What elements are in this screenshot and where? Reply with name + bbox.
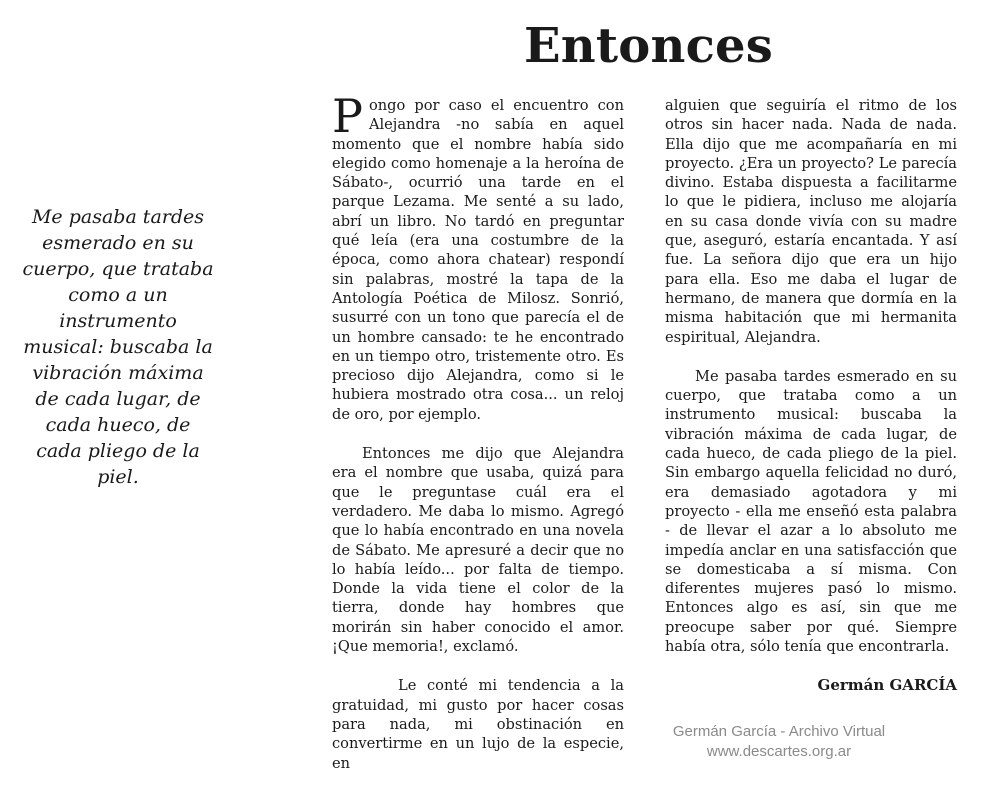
archive-name: Germán García - Archivo Virtual xyxy=(672,723,886,740)
paragraph: Me pasaba tardes esmerado en su cuerpo, que trataba como a un instrumento musical: buscaba la vibración máxima de cada lugar, de cada hueco, de cada pliego de la piel. Sin embargo aquella felicidad no duró, era demasiado agotadora y mi proyecto - ella me enseñó esta palabra - de llevar el azar a lo absoluto me impedía anclar en una satisfacción que se domesticaba a sí misma. Con diferentes mujeres pasó lo mismo. Entonces algo es así, sin que me preocupe saber por qué. Siempre había otra, sólo tenía que encontrarla. xyxy=(665,367,957,656)
author-signature: Germán GARCÍA xyxy=(817,676,957,695)
drop-cap: P xyxy=(332,89,363,143)
paragraph: Entonces me dijo que Alejandra era el nombre que usaba, quizá para que le preguntase cuál era el verdadero. Me daba lo mismo. Agregó que lo había encontrado en una novela de Sábato. Me apresuré a decir que no lo había leído... por falta de tiempo. Donde la vida tiene el color de la tierra, donde hay hombres que morirán sin haber conocido el amor. ¡Que memoria!, exclamó. xyxy=(332,445,624,656)
text-column-1 xyxy=(332,89,624,773)
text-column-2 xyxy=(665,96,957,696)
article-title: Entonces xyxy=(524,18,773,74)
paragraph xyxy=(332,89,624,424)
archive-url[interactable]: www.descartes.org.ar xyxy=(706,743,852,760)
pull-quote: Me pasaba tardes esmerado en su cuerpo, que trataba como a un instrumento musical: buscaba la vibración máxima de cada lugar, de cada hueco, de cada pliego de la piel. xyxy=(22,206,214,488)
paragraph-text: ongo por caso el encuentro con Alejandra -no sabía en aquel momento que el nombre había sido elegido como homenaje a la heroína de Sábato-, ocurrió una tarde en el parque Lezama. Me senté a su lado, abrí un libro. No tardó en preguntar qué leía (era una costumbre de la época, como ahora chatear) respondí sin palabras, mostré la tapa de la Antología Poética de Milosz. Sonrió, susurré con un tono que parecía el de un hombre cansado: te he encontrado en un tiempo otro, tristemente otro. Es precioso dijo Alejandra, como si le hubiera mostrado otra cosa... un reloj de oro, por ejemplo. xyxy=(332,97,624,423)
archive-footer xyxy=(640,722,918,762)
paragraph: alguien que seguiría el ritmo de los otros sin hacer nada. Nada de nada. Ella dijo que me acompañaría en mi proyecto. ¿Era un proyecto? Le parecía divino. Estaba dispuesta a facilitarme lo que le pidiera, incluso me alojaría en su casa donde vivía con su madre que, aseguró, estaría encantada. Y así fue. La señora dijo que era un hijo para ella. Eso me daba el lugar de hermano, de manera que dormía en la misma habitación que mi hermanita espiritual, Alejandra. xyxy=(665,97,957,346)
paragraph: Le conté mi tendencia a la gratuidad, mi gusto por hacer cosas para nada, mi obstinación en convertirme en un lujo de la especie, en xyxy=(332,677,624,772)
